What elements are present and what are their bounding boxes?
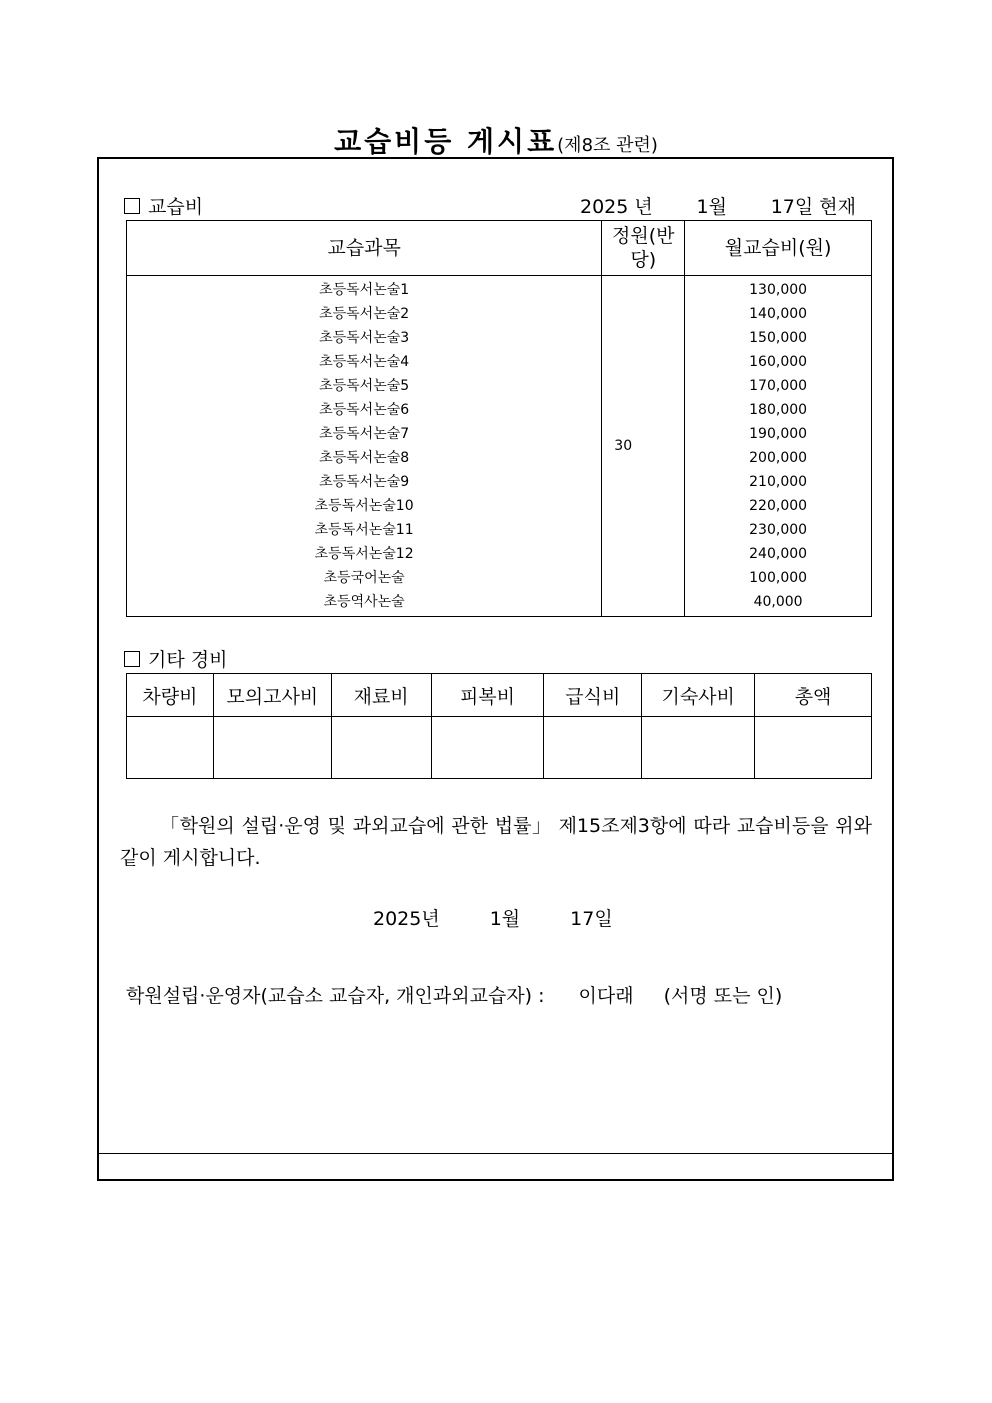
header-clothing: 피복비 <box>431 674 544 717</box>
page-title <box>0 120 992 160</box>
subject-item: 초등독서논술5 <box>319 378 410 394</box>
subject-item: 초등독서논술4 <box>319 354 410 370</box>
other-section-heading <box>124 645 227 672</box>
subject-item: 초등독서논술11 <box>314 522 414 538</box>
fee-table-body <box>127 276 872 617</box>
header-vehicle: 차량비 <box>127 674 214 717</box>
capacity-value: 30 <box>602 276 685 617</box>
header-materials: 재료비 <box>331 674 431 717</box>
subject-item: 초등역사논술 <box>323 594 405 610</box>
fee-section-heading <box>124 192 203 219</box>
fee-item: 220,000 <box>749 498 808 514</box>
header-dormitory: 기숙사비 <box>642 674 755 717</box>
fee-item: 170,000 <box>749 378 808 394</box>
fee-item: 230,000 <box>749 522 808 538</box>
other-expenses-table <box>126 673 872 779</box>
subject-item: 초등독서논술10 <box>314 498 414 514</box>
subject-item: 초등국어논술 <box>323 570 405 586</box>
fee-item: 200,000 <box>749 450 808 466</box>
fee-item: 190,000 <box>749 426 808 442</box>
other-table-header <box>127 674 872 717</box>
subject-item: 초등독서논술8 <box>319 450 410 466</box>
fee-item: 100,000 <box>749 570 808 586</box>
title-main: 교습비등 게시표 <box>334 125 558 158</box>
subject-item: 초등독서논술9 <box>319 474 410 490</box>
other-heading-label: 기타 경비 <box>148 649 228 671</box>
fee-table-header <box>127 221 872 276</box>
value-dormitory <box>642 717 755 779</box>
value-materials <box>331 717 431 779</box>
as-of-date <box>580 192 856 219</box>
value-mock-exam <box>213 717 331 779</box>
signer-name: 이다래 <box>578 985 634 1007</box>
fee-item: 240,000 <box>749 546 808 562</box>
subject-item: 초등독서논술2 <box>319 306 410 322</box>
fee-item: 180,000 <box>749 402 808 418</box>
fee-heading-label: 교습비 <box>148 196 204 218</box>
signature-label: 학원설립·운영자(교습소 교습자, 개인과외교습자) : <box>126 985 545 1007</box>
checkbox-square-icon <box>124 651 140 667</box>
header-meals: 급식비 <box>544 674 642 717</box>
fee-item: 40,000 <box>753 594 803 610</box>
value-vehicle <box>127 717 214 779</box>
checkbox-square-icon <box>124 198 140 214</box>
header-subject: 교습과목 <box>127 221 602 276</box>
fee-list <box>685 276 872 617</box>
header-capacity: 정원(반당) <box>602 221 685 276</box>
notice-date <box>373 904 663 931</box>
fee-table <box>126 220 872 617</box>
header-mock-exam: 모의고사비 <box>213 674 331 717</box>
subject-item: 초등독서논술12 <box>314 546 414 562</box>
as-of-year: 2025 년 <box>580 196 653 218</box>
fee-item: 140,000 <box>749 306 808 322</box>
as-of-month: 1월 <box>696 196 727 218</box>
fee-item: 150,000 <box>749 330 808 346</box>
date-month: 1월 <box>489 908 521 930</box>
signature-note: (서명 또는 인) <box>663 985 783 1007</box>
title-sub: (제8조 관련) <box>557 135 658 156</box>
value-clothing <box>431 717 544 779</box>
date-day: 17일 <box>570 908 613 930</box>
signature-line <box>126 981 782 1008</box>
subject-item: 초등독서논술6 <box>319 402 410 418</box>
subject-item: 초등독서논술1 <box>319 282 410 298</box>
header-total: 총액 <box>755 674 872 717</box>
header-monthly-fee: 월교습비(원) <box>685 221 872 276</box>
subject-list <box>127 276 602 617</box>
as-of-day: 17일 현재 <box>770 196 856 218</box>
notice-paragraph: 「학원의 설립·운영 및 과외교습에 관한 법률」 제15조제3항에 따라 교습비등을 위와 같이 게시합니다. <box>120 815 872 869</box>
subject-item: 초등독서논술3 <box>319 330 410 346</box>
fee-item: 210,000 <box>749 474 808 490</box>
value-total <box>755 717 872 779</box>
fee-item: 160,000 <box>749 354 808 370</box>
date-year: 2025년 <box>373 908 440 930</box>
value-meals <box>544 717 642 779</box>
subject-item: 초등독서논술7 <box>319 426 410 442</box>
other-table-row <box>127 717 872 779</box>
footer-divider <box>99 1153 892 1154</box>
fee-item: 130,000 <box>749 282 808 298</box>
